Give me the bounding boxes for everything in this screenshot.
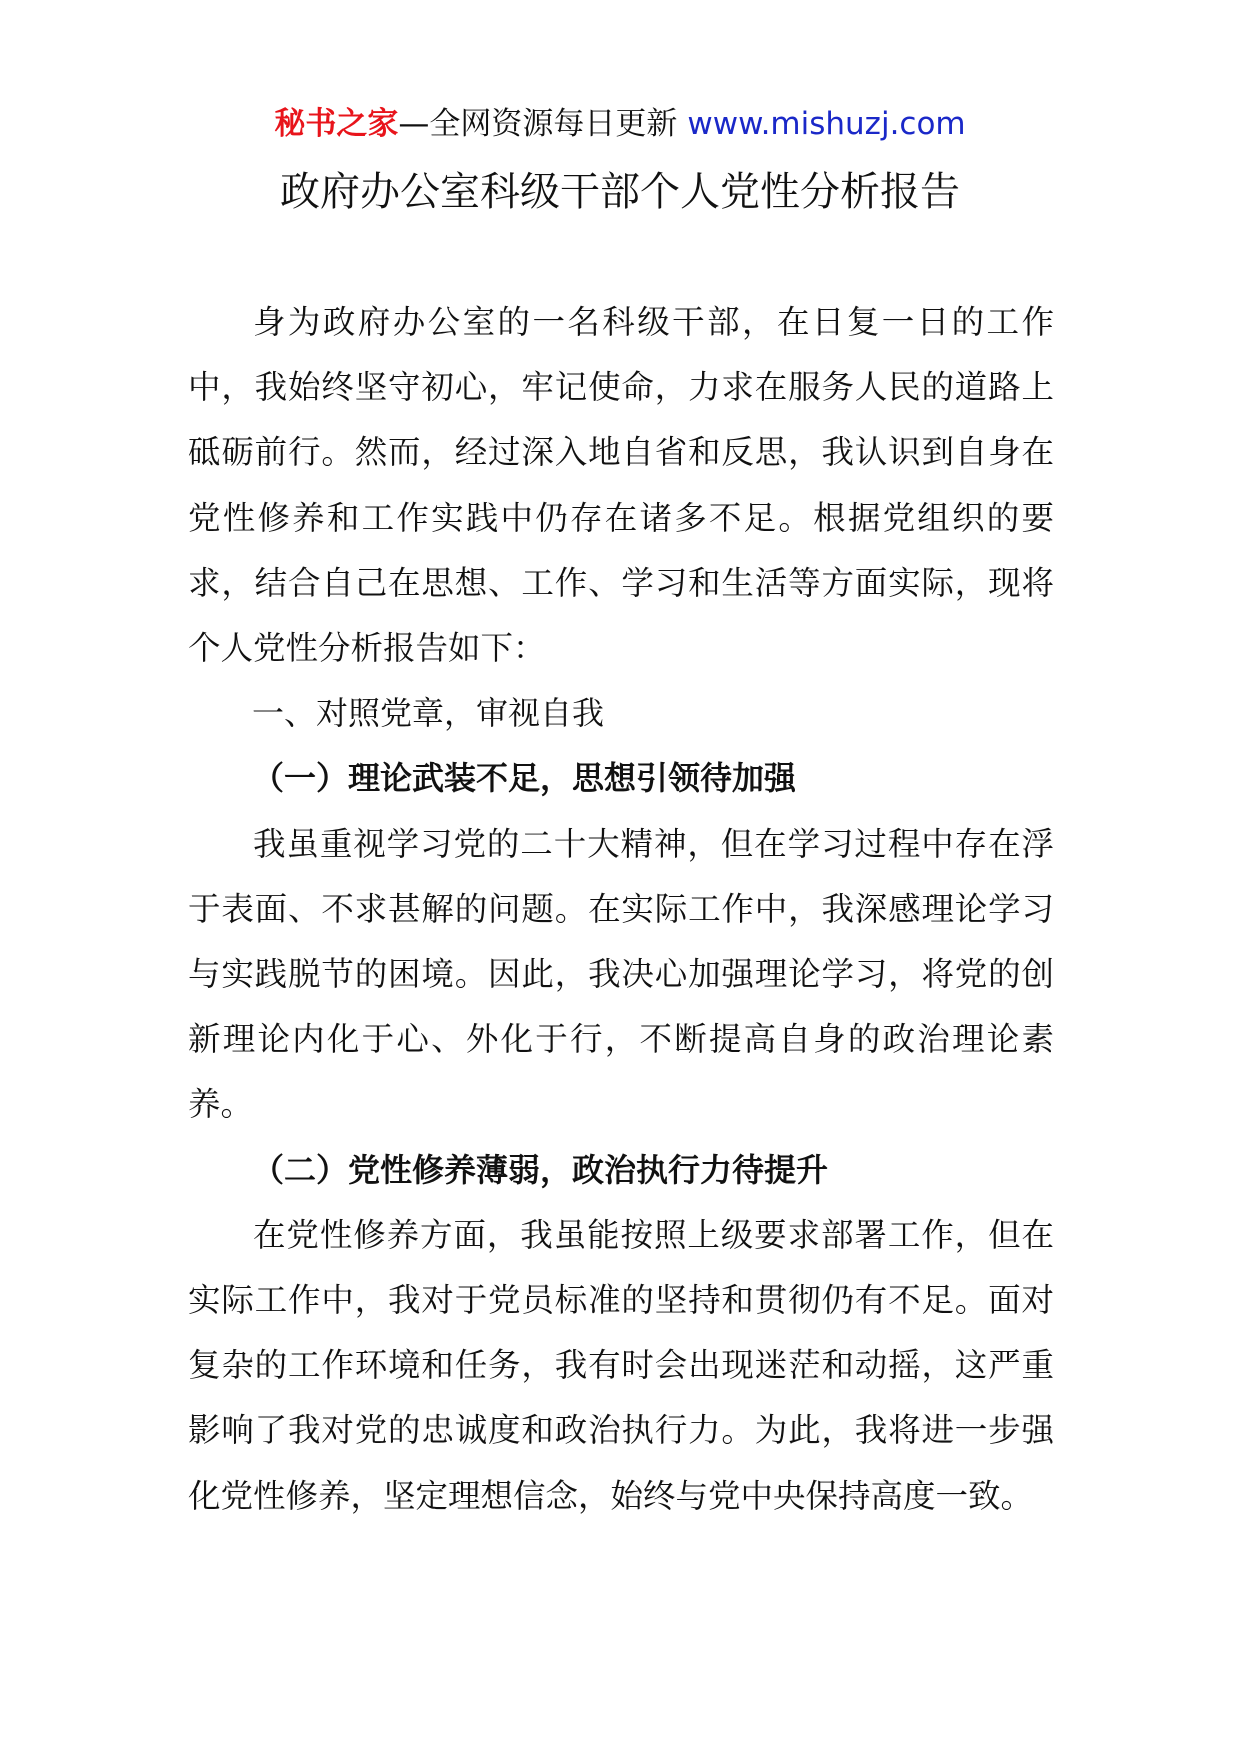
site-url-link[interactable]: www.mishuzj.com bbox=[687, 106, 966, 142]
subsection-2-paragraph: 在党性修养方面，我虽能按照上级要求部署工作，但在实际工作中，我对于党员标准的坚持和贯彻仍有不足。面对复杂的工作环境和任务，我有时会出现迷茫和动摇，这严重影响了我对党的忠诚度和政治执行力。为此，我将进一步强化党性修养，坚定理想信念，始终与党中央保持高度一致。 bbox=[188, 1215, 1054, 1515]
document-title: 政府办公室科级干部个人党性分析报告 bbox=[280, 169, 960, 215]
intro-paragraph: 身为政府办公室的一名科级干部，在日复一日的工作中，我始终坚守初心，牢记使命，力求在服务人民的道路上砥砺前行。然而，经过深入地自省和反思，我认识到自身在党性修养和工作实践中仍存在诸多不足。根据党组织的要求，结合自己在思想、工作、学习和生活等方面实际，现将个人党性分析报告如下： bbox=[188, 303, 1054, 668]
section-1-heading: 一、对照党章，审视自我 bbox=[252, 694, 605, 733]
subsection-1-heading: （一）理论武装不足，思想引领待加强 bbox=[252, 759, 797, 798]
document-body bbox=[188, 290, 1054, 1529]
site-header bbox=[0, 100, 1240, 148]
brand-name: 秘书之家 bbox=[274, 106, 399, 142]
header-tagline: —全网资源每日更新 bbox=[398, 106, 678, 142]
subsection-2-heading: （二）党性修养薄弱，政治执行力待提升 bbox=[252, 1150, 829, 1189]
subsection-1-paragraph: 我虽重视学习党的二十大精神，但在学习过程中存在浮于表面、不求甚解的问题。在实际工作中，我深感理论学习与实践脱节的困境。因此，我决心加强理论学习，将党的创新理论内化于心、外化于行，不断提高自身的政治理论素养。 bbox=[188, 824, 1054, 1124]
